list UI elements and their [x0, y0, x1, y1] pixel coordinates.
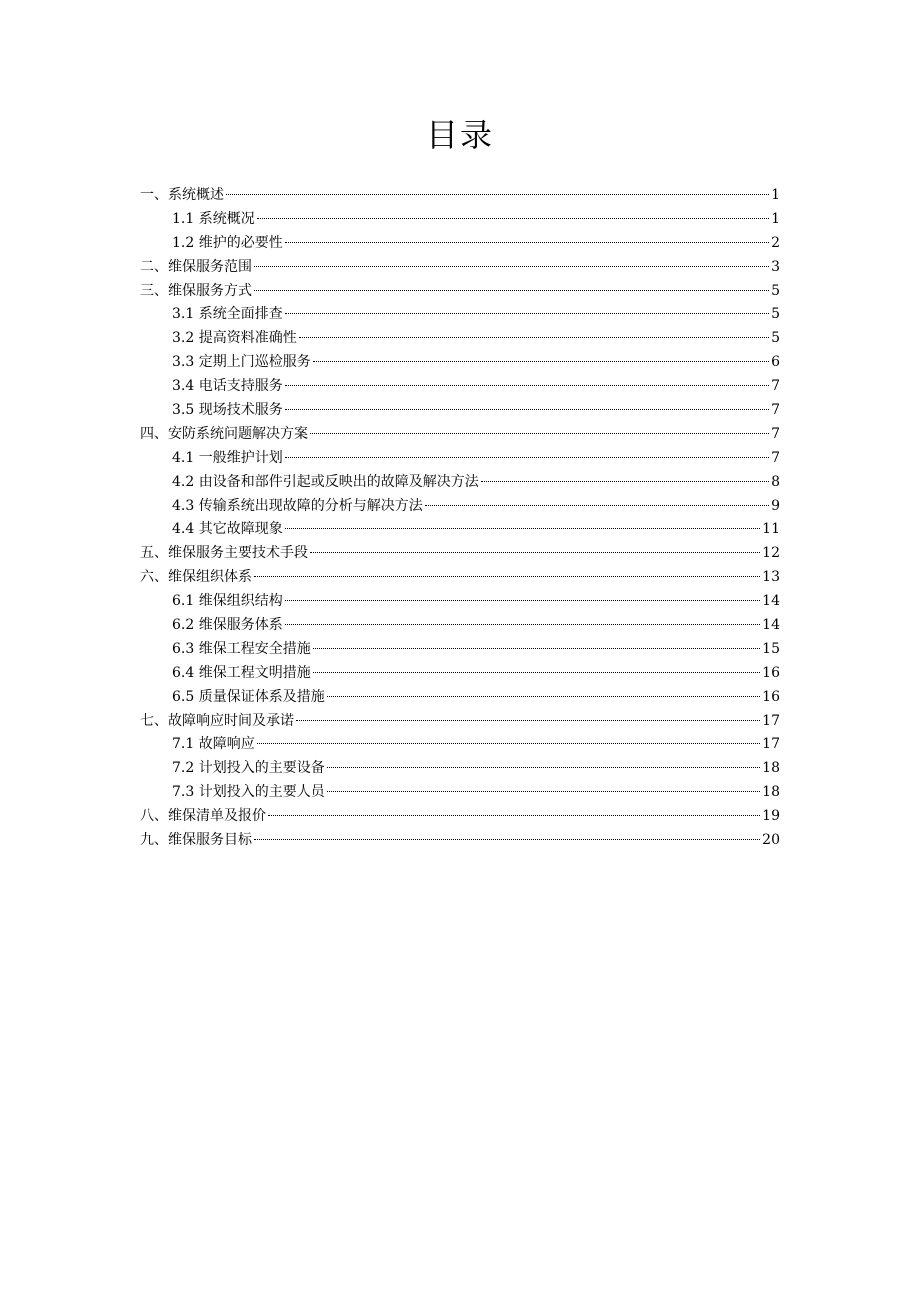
toc-entry-text: 4.1 一般维护计划: [172, 449, 283, 466]
toc-entry-text: 4.4 其它故障现象: [172, 521, 283, 538]
toc-entry-chapter[interactable]: [140, 566, 780, 590]
toc-entry-text: 4.2 由设备和部件引起或反映出的故障及解决方法: [172, 473, 479, 490]
toc-entry-section[interactable]: [140, 471, 780, 495]
toc-entry-text: 四、安防系统问题解决方案: [140, 425, 308, 442]
toc-entry-page-number: 2: [771, 234, 780, 251]
toc-entry-text: 7.1 故障响应: [172, 736, 255, 753]
toc-entry-text: 6.2 维保服务体系: [172, 617, 283, 634]
toc-entry-text: 3.2 提高资料准确性: [172, 330, 297, 347]
toc-entry-text: 七、故障响应时间及承诺: [140, 712, 294, 729]
toc-list: [140, 184, 780, 853]
toc-entry-page-number: 7: [771, 425, 780, 442]
toc-entry-page-number: 12: [762, 545, 780, 562]
toc-entry-chapter[interactable]: [140, 280, 780, 304]
toc-entry-page-number: 1: [771, 210, 780, 227]
toc-entry-page-number: 18: [762, 784, 780, 801]
toc-entry-text: 3.5 现场技术服务: [172, 402, 283, 419]
toc-dot-leader: [285, 624, 760, 625]
toc-dot-leader: [257, 218, 769, 219]
toc-entry-chapter[interactable]: [140, 256, 780, 280]
toc-entry-page-number: 5: [771, 330, 780, 347]
toc-entry-text: 6.3 维保工程安全措施: [172, 640, 311, 657]
toc-entry-chapter[interactable]: [140, 805, 780, 829]
toc-entry-page-number: 6: [771, 354, 780, 371]
toc-entry-section[interactable]: [140, 447, 780, 471]
toc-dot-leader: [313, 648, 760, 649]
toc-entry-text: 1.2 维护的必要性: [172, 234, 283, 251]
toc-entry-text: 6.5 质量保证体系及措施: [172, 688, 325, 705]
toc-dot-leader: [254, 290, 769, 291]
toc-entry-section[interactable]: [140, 781, 780, 805]
toc-entry-section[interactable]: [140, 375, 780, 399]
toc-entry-text: 五、维保服务主要技术手段: [140, 545, 308, 562]
toc-title: 目录: [425, 116, 494, 154]
toc-entry-section[interactable]: [140, 518, 780, 542]
toc-entry-text: 7.3 计划投入的主要人员: [172, 784, 325, 801]
toc-dot-leader: [254, 576, 760, 577]
toc-entry-chapter[interactable]: [140, 710, 780, 734]
toc-entry-section[interactable]: [140, 733, 780, 757]
toc-entry-page-number: 7: [771, 449, 780, 466]
toc-dot-leader: [268, 815, 760, 816]
toc-entry-text: 4.3 传输系统出现故障的分析与解决方法: [172, 497, 423, 514]
toc-entry-page-number: 19: [762, 808, 780, 825]
toc-entry-page-number: 16: [762, 664, 780, 681]
toc-dot-leader: [327, 767, 760, 768]
toc-entry-section[interactable]: [140, 662, 780, 686]
toc-dot-leader: [313, 361, 769, 362]
toc-entry-section[interactable]: [140, 327, 780, 351]
toc-entry-text: 3.4 电话支持服务: [172, 378, 283, 395]
toc-dot-leader: [296, 720, 760, 721]
toc-entry-page-number: 14: [762, 617, 780, 634]
toc-entry-section[interactable]: [140, 351, 780, 375]
toc-entry-chapter[interactable]: [140, 542, 780, 566]
toc-entry-section[interactable]: [140, 757, 780, 781]
toc-entry-page-number: 14: [762, 593, 780, 610]
toc-entry-section[interactable]: [140, 303, 780, 327]
toc-entry-page-number: 8: [771, 473, 780, 490]
toc-dot-leader: [285, 457, 769, 458]
toc-entry-text: 九、维保服务目标: [140, 832, 252, 849]
toc-entry-chapter[interactable]: [140, 829, 780, 853]
toc-entry-chapter[interactable]: [140, 184, 780, 208]
toc-entry-text: 六、维保组织体系: [140, 569, 252, 586]
toc-entry-section[interactable]: [140, 686, 780, 710]
toc-entry-text: 二、维保服务范围: [140, 258, 252, 275]
toc-dot-leader: [226, 194, 769, 195]
toc-entry-page-number: 20: [762, 832, 780, 849]
toc-entry-page-number: 11: [762, 521, 780, 538]
toc-entry-page-number: 1: [771, 187, 780, 203]
toc-entry-page-number: 5: [771, 282, 780, 299]
toc-entry-text: 八、维保清单及报价: [140, 808, 266, 825]
toc-dot-leader: [425, 505, 769, 506]
toc-entry-page-number: 18: [762, 760, 780, 777]
toc-entry-text: 6.4 维保工程文明措施: [172, 664, 311, 681]
toc-dot-leader: [313, 672, 760, 673]
toc-dot-leader: [327, 791, 760, 792]
toc-dot-leader: [254, 839, 760, 840]
toc-entry-section[interactable]: [140, 495, 780, 519]
toc-entry-section[interactable]: [140, 232, 780, 256]
toc-entry-page-number: 7: [771, 402, 780, 419]
toc-entry-section[interactable]: [140, 399, 780, 423]
toc-entry-text: 3.3 定期上门巡检服务: [172, 354, 311, 371]
toc-dot-leader: [257, 743, 760, 744]
toc-entry-text: 1.1 系统概况: [172, 210, 255, 227]
toc-dot-leader: [327, 696, 760, 697]
toc-dot-leader: [285, 385, 769, 386]
toc-entry-text: 6.1 维保组织结构: [172, 593, 283, 610]
toc-dot-leader: [285, 600, 760, 601]
toc-entry-section[interactable]: [140, 208, 780, 232]
toc-dot-leader: [310, 433, 769, 434]
toc-dot-leader: [481, 481, 769, 482]
toc-entry-text: 3.1 系统全面排查: [172, 306, 283, 323]
toc-entry-page-number: 5: [771, 306, 780, 323]
toc-dot-leader: [285, 528, 760, 529]
toc-dot-leader: [299, 337, 769, 338]
toc-dot-leader: [254, 266, 769, 267]
toc-entry-page-number: 13: [762, 569, 780, 586]
toc-entry-text: 一、系统概述: [140, 187, 224, 203]
toc-entry-section[interactable]: [140, 638, 780, 662]
toc-entry-section[interactable]: [140, 590, 780, 614]
toc-entry-page-number: 15: [762, 640, 780, 657]
toc-entry-text: 7.2 计划投入的主要设备: [172, 760, 325, 777]
toc-dot-leader: [285, 409, 769, 410]
toc-entry-text: 三、维保服务方式: [140, 282, 252, 299]
toc-dot-leader: [285, 242, 769, 243]
toc-entry-section[interactable]: [140, 614, 780, 638]
toc-entry-page-number: 17: [762, 736, 780, 753]
toc-dot-leader: [310, 552, 760, 553]
toc-dot-leader: [285, 313, 769, 314]
toc-entry-page-number: 7: [771, 378, 780, 395]
toc-entry-page-number: 17: [762, 712, 780, 729]
toc-entry-page-number: 16: [762, 688, 780, 705]
toc-entry-chapter[interactable]: [140, 423, 780, 447]
toc-entry-page-number: 3: [771, 258, 780, 275]
toc-entry-page-number: 9: [771, 497, 780, 514]
